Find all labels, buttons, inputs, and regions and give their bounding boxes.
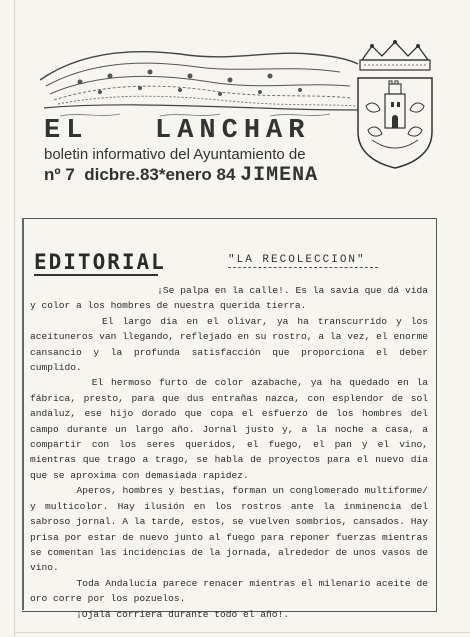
page-edge: [14, 0, 15, 637]
paragraph: ¡Se palpa en la calle!. Es la savia que dá vida y color a los hombres de nuestra querida tierra.: [30, 285, 434, 312]
page-edge: [14, 632, 470, 633]
issue-date: nº 7 dicbre.83*enero 84: [44, 165, 241, 184]
paragraph: El largo dia en el olivar, ya ha transcurrido y los aceituneros van llegando, reflejado en su rostro, a la vez, el enorme cansancio y la profunda satisfacción que proporciona el deber cumplido.: [30, 315, 434, 374]
masthead-title: EL LANCHAR: [44, 116, 311, 146]
editorial-heading: EDITORIAL: [34, 250, 166, 274]
subtitle-rule: [228, 267, 378, 268]
editorial-body: [30, 283, 434, 622]
paragraph: ¡Ojalá corriera durante todo el año!.: [30, 608, 290, 620]
masthead-issue: [44, 164, 318, 187]
heading-underline: [34, 274, 158, 276]
paragraph: Toda Andalucia parece renacer mientras el milenario aceite de oro corre por los pozuelos.: [30, 577, 434, 605]
town-name: JIMENA: [240, 164, 319, 187]
paragraph: El hermoso furto de color azabache, ya ha quedado en la fábrica, presto, para que dus entrañas nazca, con esplendor de sol andaluz, ese hijo dorado que copa el esfuerzo de los hombres del campo durante un largo año. Jornal justo y, a la noche a casa, a compartir con los seres queridos, el fuego, el pan y el vino, mientras que trago a trago, se habla de proyectos para el nuevo dia que se aproxima con demasiada rapidez.: [30, 377, 434, 481]
masthead-subtitle: boletin informativo del Ayuntamiento de: [44, 146, 306, 163]
editorial-subtitle: "LA RECOLECCION": [228, 254, 366, 266]
editorial-frame-left-edge: [22, 218, 24, 610]
coat-of-arms-icon: [352, 40, 438, 170]
paragraph: Aperos, hombres y bestias, forman un conglomerado multiforme/ y multicolor. Hay ilusión en los rostros ante la inminencia del sabroso jornal. A la tarde, estos, se vuelven sombrios, cansados. Hay prisa por estar de nuevo junto al fuego para reponer fuerzas mientras se comentan las incidencias de la jornada, alrededor de unos vasos de vino.: [30, 485, 434, 574]
